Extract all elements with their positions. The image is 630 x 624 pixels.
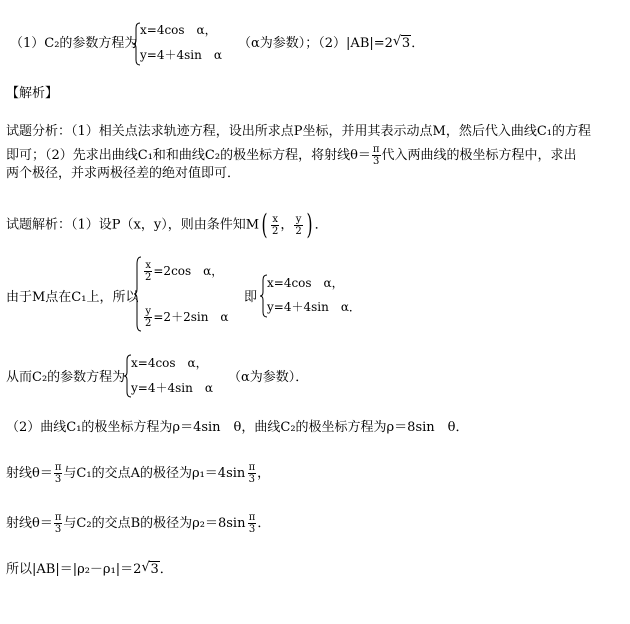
solution-step4: （2）曲线C₁的极坐标方程为ρ＝4sin θ，曲线C₂的极坐标方程为ρ＝8sin θ． xyxy=(6,420,469,435)
fraction-x-over-2: $\frac{x}{2}$ xyxy=(271,213,279,237)
fraction-pi-over-3: $\frac{\pi}{3}$ xyxy=(372,144,380,167)
solution-step1: 试题解析：（1）设P（x，y），则由条件知M( $\frac{x}{2}$ ， $\frac{y}{2}$ ) ． xyxy=(6,208,328,241)
step3-sys-row1: x=4cos α， xyxy=(131,356,208,370)
solution-step3-system xyxy=(124,354,234,398)
step2-sys-row2: y=4＋4sin α． xyxy=(267,300,361,314)
sqrt-symbol: √ 3 xyxy=(141,560,159,577)
analysis-line1: 试题分析：（1）相关点法求轨迹方程，设出所求点P坐标，并用其表示动点M，然后代入曲线C₁的方程 xyxy=(6,124,591,139)
answer-sys-row1: x=4cos α， xyxy=(140,23,217,37)
fraction-y-over-2: $\frac{y}{2}$ xyxy=(145,306,152,329)
solution-step2-text: 由于M点在C₁上，所以 xyxy=(6,290,139,305)
answer-part1: （1）C₂的参数方程为 xyxy=(10,36,138,51)
fraction-x-over-2: $\frac{x}{2}$ xyxy=(145,260,152,283)
fraction-pi-over-3: $\frac{\pi}{3}$ xyxy=(248,512,256,535)
solution-step2-ji: 即 xyxy=(244,290,258,305)
solution-step6: 射线θ＝ $\frac{\pi}{3}$ 与C₂的交点B的极径为ρ₂＝8sin $\frac{\pi}{3}$ ． xyxy=(6,512,271,535)
solution-step3-text: 从而C₂的参数方程为 xyxy=(6,370,126,385)
solution-step7: 所以|AB|＝|ρ₂－ρ₁|＝2 √ 3． xyxy=(6,560,173,577)
solution-step2-system-b xyxy=(260,274,380,318)
left-brace-icon xyxy=(134,256,142,332)
fraction-pi-over-3: $\frac{\pi}{3}$ xyxy=(54,462,62,485)
step2-sys-row1: x=4cos α， xyxy=(267,276,344,290)
step3-sys-row2: y=4＋4sin α xyxy=(131,381,213,395)
answer-param-system xyxy=(133,22,243,66)
answer-sys-row2: y=4＋4sin α xyxy=(140,48,222,62)
fraction-y-over-2: $\frac{y}{2}$ xyxy=(295,213,302,237)
analysis-line3: 两个极径，并求两极径差的绝对值即可． xyxy=(6,166,241,181)
fraction-pi-over-3: $\frac{\pi}{3}$ xyxy=(248,462,256,485)
fraction-pi-over-3: $\frac{\pi}{3}$ xyxy=(54,512,62,535)
solution-step5: 射线θ＝ $\frac{\pi}{3}$ 与C₁的交点A的极径为ρ₁＝4sin $\frac{\pi}{3}$ ， xyxy=(6,462,271,485)
analysis-line2: 即可；（2）先求出曲线C₁和和曲线C₂的极坐标方程，将射线θ＝ $\frac{\pi}{3}$ 代入两曲线的极坐标方程中，求出 xyxy=(6,144,577,167)
answer-part2: （α为参数）；（2）|AB|=2 √ 3． xyxy=(238,34,425,51)
section-title: 【解析】 xyxy=(6,86,59,101)
sqrt-symbol: √ 3 xyxy=(392,34,411,51)
solution-step3-tail: （α为参数）． xyxy=(228,370,309,385)
solution-step2-system-a: $\frac{x}{2}$ =2cos α， $\frac{y}{2}$ =2＋2sin α xyxy=(134,256,244,332)
